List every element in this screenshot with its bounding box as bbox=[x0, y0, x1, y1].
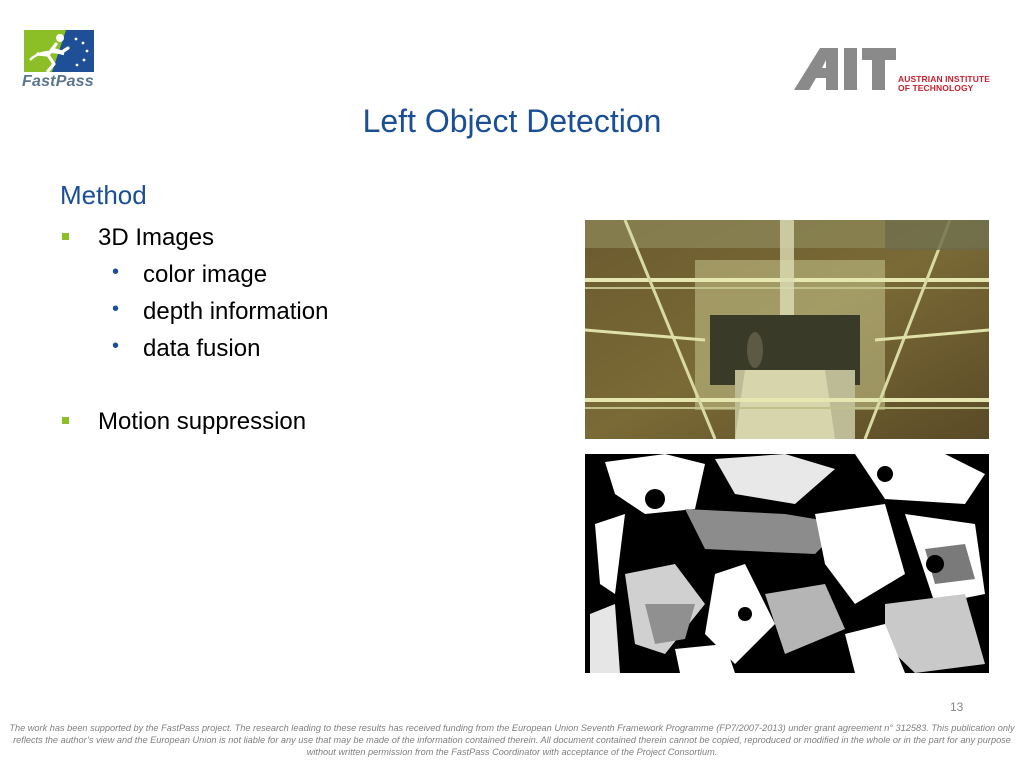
ait-logo bbox=[792, 46, 997, 94]
bullet-square-icon bbox=[62, 417, 69, 424]
bullet-dot-icon: • bbox=[112, 298, 120, 320]
bullet-label: 3D Images bbox=[98, 224, 215, 251]
ait-subtitle-line2: OF TECHNOLOGY bbox=[898, 83, 974, 93]
bullet-label: Motion suppression bbox=[98, 408, 307, 435]
ait-logo-subtitle bbox=[898, 75, 990, 93]
bullet-list bbox=[0, 0, 560, 460]
sub-bullet-label: depth information bbox=[143, 298, 329, 325]
slide-title: Left Object Detection bbox=[362, 103, 662, 139]
ait-logo-mark bbox=[792, 46, 896, 92]
bullet-dot-icon: • bbox=[112, 261, 120, 283]
page-number: 13 bbox=[950, 700, 964, 714]
ait-subtitle-line1: AUSTRIAN INSTITUTE bbox=[898, 74, 990, 84]
sub-bullet-label: color image bbox=[143, 261, 268, 288]
depth-map-image bbox=[585, 454, 989, 673]
section-heading: Method bbox=[60, 180, 147, 210]
bullet-square-icon bbox=[62, 233, 69, 240]
footer-disclaimer: The work has been supported by the FastPass project. The research leading to these results has received funding from the European Union Seventh Framework Programme (FP7/2007-2013) under grant agreement n° 312583. This publication only reflects the author’s view and the European Union is not liable for any use that may be made of the information contained therein. All document contained therein cannot be copied, reproduced or modified in the whole or in the part for any purpose without written permission from the FastPass Coordinator with acceptance of the Project Consortium. bbox=[9, 723, 1015, 757]
sub-bullet-label: data fusion bbox=[143, 335, 261, 362]
fastpass-logo-text: FastPass bbox=[22, 73, 94, 90]
color-camera-image bbox=[585, 220, 989, 439]
bullet-dot-icon: • bbox=[112, 335, 120, 357]
